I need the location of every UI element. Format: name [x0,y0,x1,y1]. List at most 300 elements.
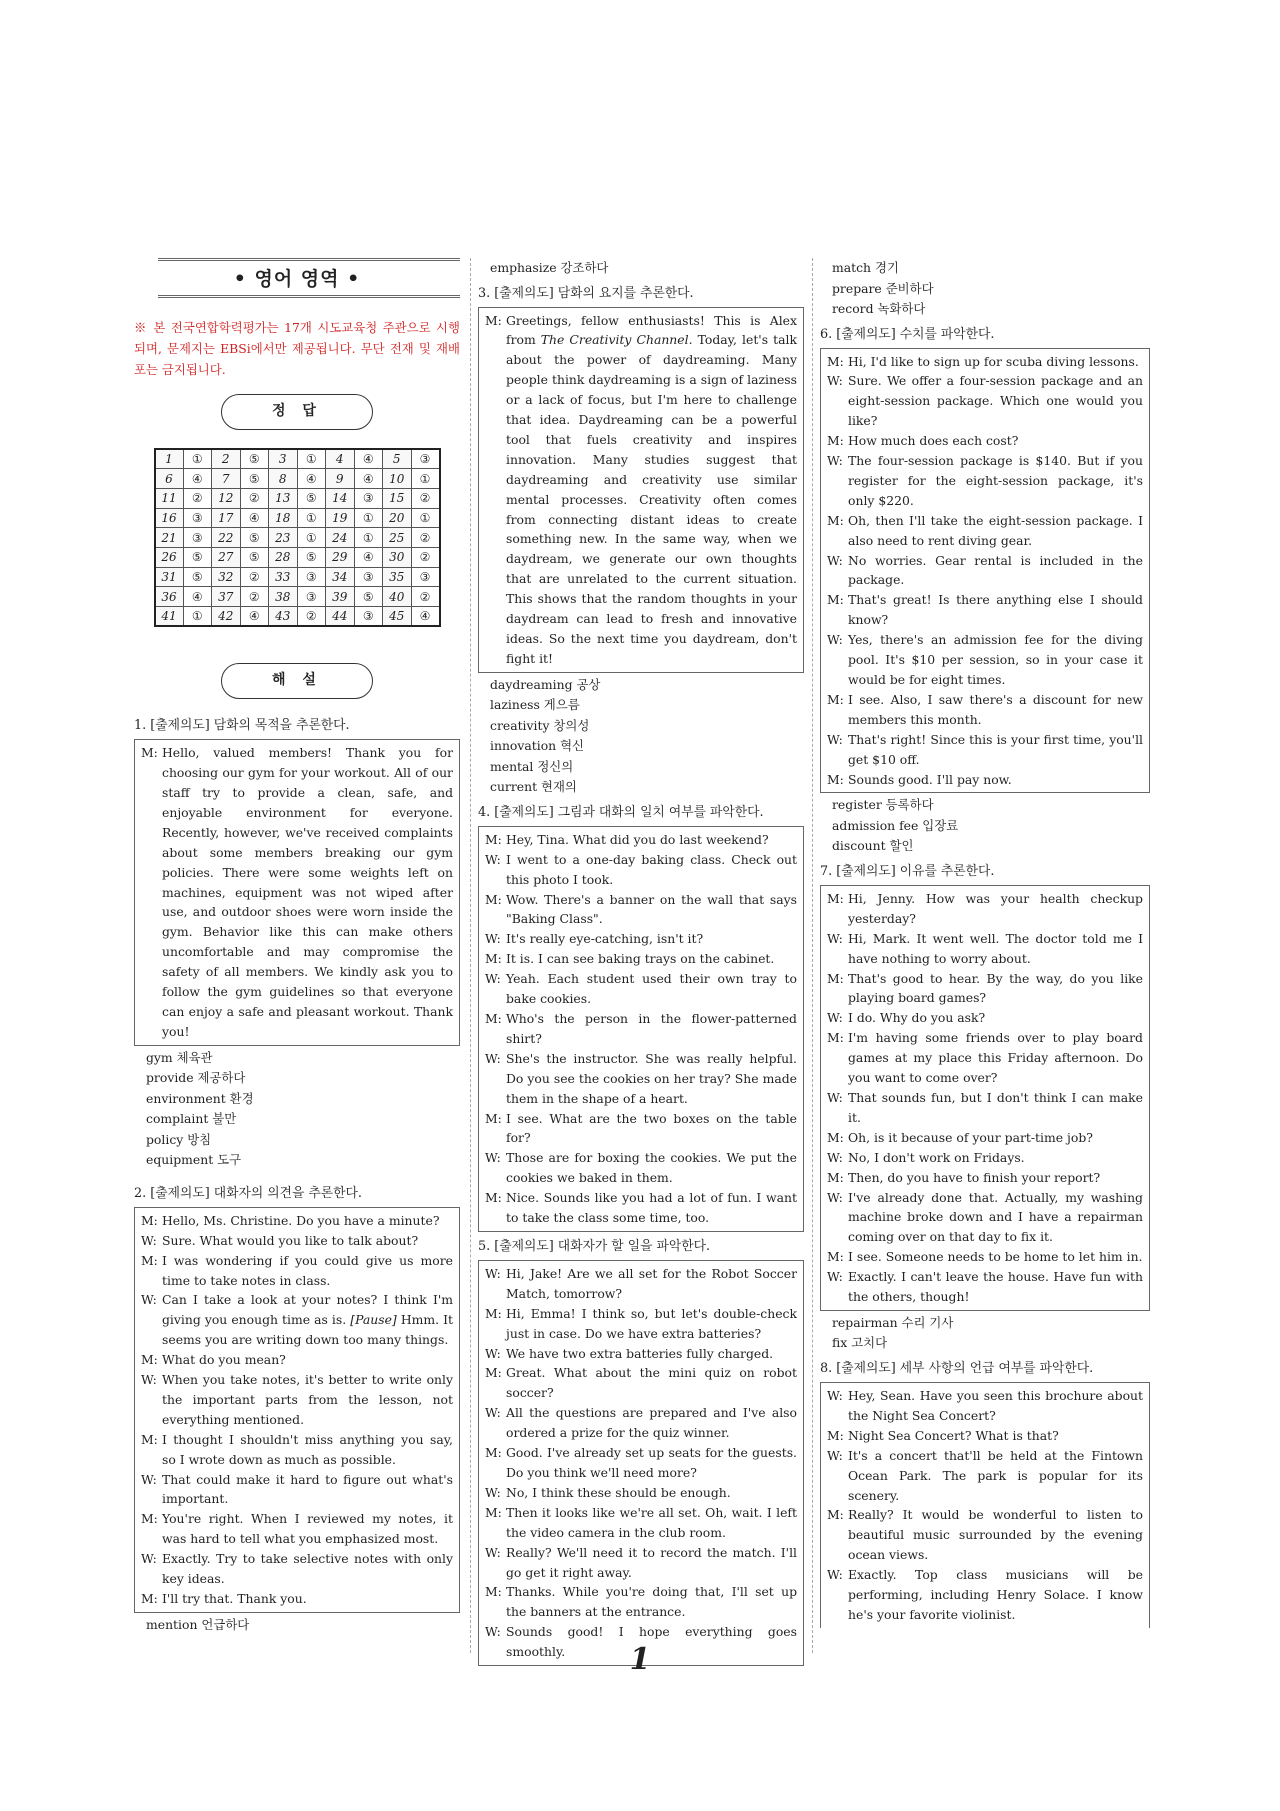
answer-choice: ③ [411,567,440,587]
line-text: Then, do you have to finish your report? [848,1169,1101,1185]
question-1-vocab [134,1048,460,1171]
question-6 [820,326,1150,857]
question-2-vocab [134,1615,460,1636]
question-number: 1 [155,449,184,469]
script-line [827,889,1143,929]
speaker-label: W: [827,1567,843,1583]
speaker-label: W: [485,931,501,947]
question-number: 34 [326,567,355,587]
script-line [485,830,797,850]
question-number: 17 [212,508,241,528]
answer-choice: ② [411,488,440,508]
vocab-item: discount 할인 [832,838,914,854]
script-line [827,690,1143,730]
speaker-label: M: [485,1010,502,1026]
speaker-label: M: [485,891,502,907]
speaker-label: W: [827,1090,843,1105]
speaker-label: W: [827,1149,843,1165]
speaker-label: W: [827,1387,843,1403]
script-line [141,1509,453,1549]
question-6-vocab [820,795,1150,857]
line-text: Oh, then I'll take the eight-session package. I also need to rent diving gear. [848,512,1143,548]
answer-choice: ③ [354,488,383,508]
answer-choice: ③ [183,508,212,528]
question-1-script [134,739,460,1046]
answer-choice: ⑤ [240,547,269,567]
line-text: Hey, Sean. Have you seen this brochure about the Night Sea Concert? [848,1387,1143,1423]
speaker-label: W: [485,851,501,867]
line-text: She's the instructor. She was really helpful. Do you see the cookies on her tray? She made them in the shape of a heart. [506,1050,797,1106]
answer-row [155,528,440,548]
speaker-label: W: [485,1050,501,1066]
speaker-label: W: [141,1551,157,1567]
line-text: Sounds good. I'll pay now. [848,771,1012,787]
speaker-label: M: [827,1249,844,1265]
line-text: We have two extra batteries fully charged. [506,1345,774,1361]
line-text: Hello, Ms. Christine. Do you have a minute? [162,1212,440,1228]
vocab-item: match 경기 [832,260,899,275]
line-text: Sure. What would you like to talk about? [162,1232,419,1248]
answer-choice: ⑤ [297,547,326,567]
answer-row [155,488,440,508]
speaker-label: M: [485,831,502,847]
question-5-heading: 5. [출제의도] 대화자가 할 일을 파악한다. [478,1238,711,1254]
question-3 [478,285,804,798]
vocab-item: emphasize 강조하다 [490,260,609,275]
script-line [485,1009,797,1049]
question-number: 30 [383,547,412,567]
script-line [485,1148,797,1188]
speaker-label: M: [827,771,844,787]
script-line [485,1344,797,1364]
script-line [827,969,1143,1009]
answer-choice: ③ [411,449,440,469]
script-line [141,1589,453,1609]
script-line [827,451,1143,511]
script-line [827,730,1143,770]
line-text: I was wondering if you could give us more time to take notes in class. [162,1252,453,1288]
speaker-label: W: [827,1447,843,1463]
question-number: 18 [269,508,298,528]
script-line [485,1304,797,1344]
answer-choice: ① [183,449,212,469]
script-line [827,1386,1143,1426]
answer-choice: ④ [183,587,212,607]
answer-choice: ③ [297,567,326,587]
speaker-label: M: [141,1591,158,1606]
question-number: 22 [212,528,241,548]
answer-choice: ④ [183,469,212,489]
question-number: 8 [269,469,298,489]
column-divider-2 [812,258,813,1653]
speaker-label: W: [827,1010,843,1026]
line-text: It is. I can see baking trays on the cabinet. [506,951,775,967]
question-4-heading: 4. [출제의도] 그림과 대화의 일치 여부를 파악한다. [478,804,764,820]
answer-choice: ⑤ [240,528,269,548]
section-title-text: • 영어 영역 • [233,268,361,290]
speaker-label: M: [141,1352,158,1368]
question-number: 14 [326,488,355,508]
question-number: 3 [269,449,298,469]
question-number: 35 [383,567,412,587]
speaker-label: W: [827,731,843,747]
speaker-label: M: [827,1507,844,1523]
speaker-label: W: [827,1269,843,1285]
script-line [485,1483,797,1503]
question-number: 21 [155,528,184,548]
question-2-vocab-cont [478,258,804,279]
question-8-script [820,1382,1150,1628]
script-line [485,1109,797,1149]
speaker-label: M: [827,1129,844,1145]
answer-choice: ⑤ [183,567,212,587]
answer-choice: ④ [240,607,269,627]
answer-row [155,547,440,567]
script-line [827,1188,1143,1248]
answer-choice: ④ [297,469,326,489]
script-line [141,1430,453,1470]
vocab-item: mental 정신의 [490,758,574,774]
question-4 [478,804,804,1232]
script-line [485,890,797,930]
question-number: 13 [269,488,298,508]
script-line [141,1350,453,1370]
line-text: Can I take a look at your notes? I think I'm giving you enough time as is. [162,1292,453,1328]
script-line [485,1049,797,1109]
speaker-label: W: [141,1292,157,1308]
script-line [827,1247,1143,1267]
line-text: Oh, is it because of your part-time job? [848,1129,1093,1145]
speaker-label: W: [485,1405,501,1421]
question-number: 24 [326,528,355,548]
question-number: 29 [326,547,355,567]
answer-choice: ⑤ [354,587,383,607]
script-line [485,969,797,1009]
column-right [820,258,1150,1628]
line-text: Really? We'll need it to record the match. I'll go get it right away. [506,1544,797,1580]
question-number: 36 [155,587,184,607]
answer-choice: ① [354,528,383,548]
script-line [141,1470,453,1510]
line-text: Really? It would be wonderful to listen to beautiful music surrounded by the evening ocean views. [848,1507,1143,1563]
vocab-item: record 녹화하다 [832,301,926,316]
line-text: Hi, Jenny. How was your health checkup yesterday? [848,890,1143,926]
question-number: 32 [212,567,241,587]
question-number: 26 [155,547,184,567]
question-number: 7 [212,469,241,489]
script-line [485,1503,797,1543]
answer-choice: ① [183,607,212,627]
line-text: I see. Someone needs to be home to let him in. [848,1249,1143,1265]
answer-choice: ① [297,508,326,528]
script-line [827,630,1143,690]
speaker-label: M: [141,1511,158,1527]
speaker-label: M: [485,1445,502,1461]
question-number: 23 [269,528,298,548]
speaker-label: M: [827,1169,844,1185]
script-line [827,590,1143,630]
line-text: Hi, I'd like to sign up for scuba diving lessons. [848,353,1139,369]
line-text: That's right! Since this is your first time, you'll get $10 off. [848,731,1143,767]
answer-choice: ② [297,607,326,627]
line-text: No, I don't work on Fridays. [848,1149,1025,1165]
script-line [141,1549,453,1589]
line-text: That's great! Is there anything else I should know? [848,592,1143,628]
column-middle [478,258,804,1666]
answer-choice: ② [183,488,212,508]
speaker-label: M: [485,1504,502,1520]
script-line [485,1403,797,1443]
speaker-label: W: [827,1189,843,1205]
speaker-label: M: [141,1431,158,1447]
column-left [134,258,460,1635]
answer-choice: ① [411,469,440,489]
line-text: I'm having some friends over to play board games at my place this Friday afternoon. Do you want to come over? [848,1030,1143,1086]
line-text: That sounds fun, but I don't think I can make it. [848,1090,1143,1125]
question-1-heading: 1. [출제의도] 담화의 목적을 추론한다. [134,718,350,734]
vocab-item: environment 환경 [146,1090,254,1106]
line-text: How much does each cost? [848,433,1019,449]
question-number: 15 [383,488,412,508]
line-text: Hello, valued members! Thank you for choosing our gym for your workout. All of our staff try to provide a clean, safe, and enjoyable environment for everyone. Recently, however, we've received complaints about some members breaking our gym policies. There were some weights left on machines, equipment was not wiped after use, and outdoor shoes were worn inside the gym. Behavior like this can make others uncomfortable and may compromise the safety of all members. We kindly ask you to follow the gym guidelines so that everyone can enjoy a safe and pleasant workout. Thank you! [162,745,453,1039]
speaker-label: W: [141,1372,157,1388]
vocab-item: provide 제공하다 [146,1070,246,1086]
line-text: I went to a one-day baking class. Check out this photo I took. [506,851,797,887]
script-line [827,1088,1143,1128]
question-4-script [478,826,804,1232]
answer-choice: ③ [297,587,326,607]
line-text: Yeah. Each student used their own tray to bake cookies. [506,971,797,1007]
question-number: 19 [326,508,355,528]
script-line [827,551,1143,591]
speaker-label: M: [827,512,844,528]
line-text: The four-session package is $140. But if you register for the eight-session package, it's only $220. [848,453,1143,508]
speaker-label: W: [485,1484,501,1500]
speaker-label: M: [485,951,502,967]
script-line [827,1426,1143,1446]
question-5 [478,1238,804,1666]
script-line [485,1188,797,1228]
speaker-label: W: [485,1624,501,1640]
vocab-item: laziness 게으름 [490,697,580,713]
answer-choice: ① [297,449,326,469]
answer-choice: ④ [354,469,383,489]
line-text: You're right. When I reviewed my notes, it was hard to tell what you emphasized most. [162,1511,453,1547]
line-text: It's a concert that'll be held at the Fintown Ocean Park. The park is popular for its scenery. [848,1447,1143,1503]
line-text: When you take notes, it's better to write only the important parts from the lesson, not everything mentioned. [162,1372,453,1427]
line-text: Hmm. It seems you are writing down too many things. [162,1312,453,1348]
vocab-item: current 현재의 [490,779,577,795]
question-number: 40 [383,587,412,607]
script-line [827,1446,1143,1506]
question-7-vocab [820,1313,1150,1354]
speaker-label: M: [141,1212,158,1228]
script-line [485,1543,797,1583]
speaker-label: W: [827,453,843,469]
answer-choice: ② [240,587,269,607]
line-text: I see. Also, I saw there's a discount for new members this month. [848,691,1143,727]
script-line [827,511,1143,551]
script-line [827,1267,1143,1307]
line-text: I see. What are the two boxes on the table for? [506,1110,797,1146]
line-text: Sounds good! I hope everything goes smoothly. [506,1624,797,1660]
question-number: 44 [326,607,355,627]
question-6-heading: 6. [출제의도] 수치를 파악한다. [820,326,995,342]
question-8 [820,1360,1150,1628]
vocab-item: policy 방침 [146,1131,212,1147]
vocab-item: prepare 준비하다 [832,280,934,296]
line-text: Yes, there's an admission fee for the diving pool. It's $10 per session, so in your case it would be for eight times. [848,632,1143,687]
vocab-item: admission fee 입장료 [832,817,959,833]
script-line [485,311,797,669]
question-number: 33 [269,567,298,587]
script-line [827,1565,1143,1625]
answer-choice: ④ [354,449,383,469]
line-text: Who's the person in the flower-patterned shirt? [506,1010,797,1046]
question-2 [134,1185,460,1636]
question-number: 2 [212,449,241,469]
vocab-item: gym 체육관 [146,1049,213,1065]
answer-key-table [154,448,441,627]
speaker-label: M: [485,312,502,328]
question-5-vocab [820,258,1150,320]
line-text: Then it looks like we're all set. Oh, wait. I left the video camera in the club room. [506,1504,797,1540]
question-number: 16 [155,508,184,528]
line-text: All the questions are prepared and I've also ordered a prize for the quiz winner. [506,1405,797,1441]
script-line [485,1363,797,1403]
speaker-label: M: [141,745,158,761]
question-number: 41 [155,607,184,627]
vocab-item: fix 고치다 [832,1335,888,1351]
speaker-label: M: [827,353,844,369]
speaker-label: W: [827,373,843,389]
speaker-label: M: [827,691,844,707]
speaker-label: M: [827,890,844,906]
answer-choice: ② [411,547,440,567]
vocab-item: equipment 도구 [146,1152,242,1168]
script-line [141,1211,453,1231]
answer-choice: ① [297,528,326,548]
answer-choice: ② [240,567,269,587]
line-text: Exactly. Try to take selective notes with only key ideas. [162,1551,453,1587]
line-text: Nice. Sounds like you had a lot of fun. I want to take the class some time, too. [506,1190,797,1226]
script-line [827,1028,1143,1088]
question-3-script [478,307,804,673]
script-line [141,1231,453,1251]
line-text: Greetings, fellow enthusiasts! This is Alex from [506,312,797,348]
answer-choice: ① [354,508,383,528]
question-number: 28 [269,547,298,567]
copyright-notice: ※ 본 전국연합학력평가는 17개 시도교육청 주관으로 시행되며, 문제지는 EBSi에서만 제공됩니다. 무단 전재 및 재배포는 금지됩니다. [134,320,460,377]
answer-choice: ① [411,508,440,528]
question-number: 5 [383,449,412,469]
line-text: I thought I shouldn't miss anything you say, so I wrote down as much as possible. [162,1431,453,1467]
answer-choice: ④ [411,607,440,627]
question-number: 39 [326,587,355,607]
speaker-label: W: [485,1150,501,1166]
line-text: It's really eye-catching, isn't it? [506,931,704,947]
speaker-label: W: [141,1471,157,1487]
answer-row [155,469,440,489]
answer-choice: ③ [354,607,383,627]
line-text: I've already done that. Actually, my washing machine broke down and I have a repairman coming over on that day to fix it. [848,1189,1143,1245]
answer-choice: ④ [240,508,269,528]
line-text: Thanks. While you're doing that, I'll set up the banners at the entrance. [506,1584,797,1620]
script-line [827,929,1143,969]
script-line [827,1505,1143,1565]
line-text: No, I think these should be enough. [506,1484,731,1500]
vocab-item: innovation 혁신 [490,738,585,754]
answer-choice: ⑤ [240,469,269,489]
question-8-heading: 8. [출제의도] 세부 사항의 언급 여부를 파악한다. [820,1360,1094,1376]
question-number: 45 [383,607,412,627]
line-text: Good. I've already set up seats for the guests. Do you think we'll need more? [506,1445,797,1480]
line-text: Exactly. Top class musicians will be performing, including Henry Solace. I know he's your favorite violinist. [848,1567,1143,1622]
explanation-heading: 해 설 [221,663,373,699]
script-line [141,1251,453,1291]
answer-choice: ③ [354,567,383,587]
question-number: 12 [212,488,241,508]
question-number: 43 [269,607,298,627]
script-line [827,1168,1143,1188]
question-2-heading: 2. [출제의도] 대화자의 의견을 추론한다. [134,1185,362,1201]
line-text: I'll try that. Thank you. [162,1591,307,1606]
speaker-label: M: [141,1252,158,1268]
line-text: That's good to hear. By the way, do you like playing board games? [848,970,1143,1006]
question-number: 27 [212,547,241,567]
question-number: 6 [155,469,184,489]
question-7-script [820,885,1150,1311]
speaker-label: M: [485,1190,502,1206]
speaker-label: W: [827,552,843,568]
line-text: No worries. Gear rental is included in the package. [848,552,1143,588]
speaker-label: M: [485,1365,502,1381]
answer-row [155,508,440,528]
script-line [827,1148,1143,1168]
vocab-item: mention 언급하다 [146,1616,250,1632]
answer-choice: ② [411,587,440,607]
answer-row [155,587,440,607]
answers-heading: 정 답 [221,394,373,430]
vocab-item: complaint 불만 [146,1111,237,1127]
speaker-label: W: [485,1544,501,1560]
question-number: 25 [383,528,412,548]
speaker-label: W: [485,971,501,987]
question-number: 20 [383,508,412,528]
question-number: 9 [326,469,355,489]
line-text: Great. What about the mini quiz on robot soccer? [506,1365,797,1401]
script-line [485,949,797,969]
line-text: Night Sea Concert? What is that? [848,1427,1059,1443]
stage-direction: [Pause] [350,1312,397,1328]
answer-choice: ② [411,528,440,548]
line-text: Hi, Mark. It went well. The doctor told me I have nothing to worry about. [848,930,1143,966]
speaker-label: W: [485,1265,501,1281]
speaker-label: M: [827,1427,844,1443]
question-5-script [478,1260,804,1666]
answer-choice: ② [240,488,269,508]
question-3-vocab [478,675,804,798]
line-text: Those are for boxing the cookies. We put the cookies we baked in them. [506,1150,797,1186]
question-1 [134,717,460,1171]
speaker-label: M: [827,433,844,449]
line-text: Today, let's talk about the power of daydreaming. Many people think daydreaming is a sign of laziness or a lack of focus, but I'm here to challenge that idea. Daydreaming can be a powerful tool that fuels creativity and inspires innovation. Many studies suggest that daydreaming and creativity use similar mental processes. Creativity often comes from connecting distant ideas to create something new. In the same way, when we daydream, we generate our own thoughts that are unrelated to the current situation. This shows that the random thoughts in your daydream can lead to fresh and innovative ideas. So the next time you daydream, don't fight it! [506,332,797,666]
script-line [141,1290,453,1350]
italic-title: The Creativity Channel. [540,332,693,348]
line-text: Hi, Emma! I think so, but let's double-check just in case. Do we have extra batteries? [506,1305,797,1341]
question-number: 42 [212,607,241,627]
script-line [485,850,797,890]
